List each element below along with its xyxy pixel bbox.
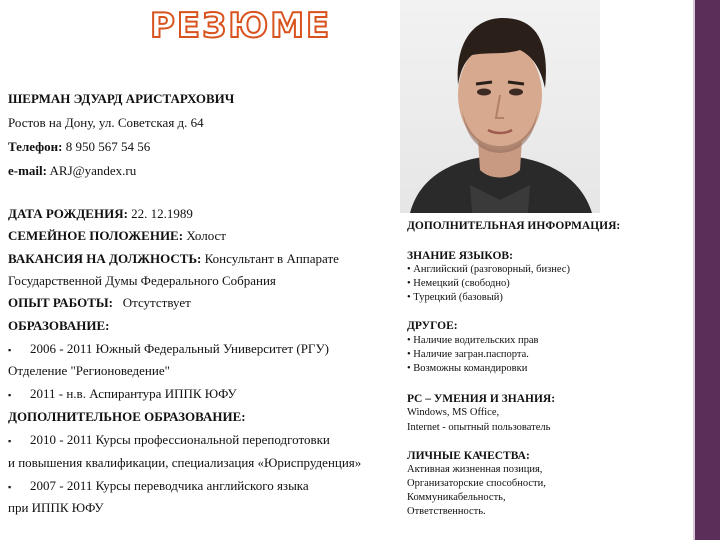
addl-education-item [8, 478, 309, 494]
addl-education-item-cont: и повышения квалификации, специализация «Юриспруденция» [8, 455, 362, 470]
personal-quality-item: Коммуникабельность, [407, 492, 506, 503]
education-item [8, 386, 237, 402]
language-item: • Турецкий (базовый) [407, 292, 503, 303]
pc-skill-item: Windows, MS Office, [407, 407, 500, 418]
vacancy-label: ВАКАНСИЯ НА ДОЛЖНОСТЬ: [8, 251, 202, 266]
portrait-photo [400, 0, 600, 213]
vacancy-row [8, 251, 339, 267]
education-item-cont: Отделение "Регионоведение" [8, 363, 170, 378]
marital-label: СЕМЕЙНОЕ ПОЛОЖЕНИЕ: [8, 228, 184, 243]
portrait-illustration [400, 0, 600, 213]
addl-info-heading: ДОПОЛНИТЕЛЬНАЯ ИНФОРМАЦИЯ: [407, 220, 621, 232]
language-item: • Немецкий (свободно) [407, 278, 510, 289]
birth-row [8, 206, 193, 222]
marital-value: Холост [186, 228, 226, 243]
other-item: • Наличие загран.паспорта. [407, 349, 529, 360]
language-item: • Английский (разговорный, бизнес) [407, 264, 570, 275]
pc-skill-item: Internet - опытный пользователь [407, 422, 551, 433]
personal-quality-item: Организаторские способности, [407, 478, 546, 489]
personal-quality-item: Активная жизненная позиция, [407, 464, 543, 475]
birth-label: ДАТА РОЖДЕНИЯ: [8, 206, 128, 221]
addl-education-item-text: 2007 - 2011 Курсы переводчика английского языка [30, 478, 309, 493]
phone-row [8, 139, 150, 155]
bullet-icon: ▪ [8, 390, 12, 400]
phone-label: Телефон: [8, 139, 63, 154]
page-title: РЕЗЮМЕ [150, 6, 332, 46]
addl-education-label: ДОПОЛНИТЕЛЬНОЕ ОБРАЗОВАНИЕ: [8, 409, 246, 424]
full-name: ШЕРМАН ЭДУАРД АРИСТАРХОВИЧ [8, 91, 235, 106]
vacancy-value: Консультант в Аппарате [204, 251, 339, 266]
addl-education-item-text: 2010 - 2011 Курсы профессиональной переподготовки [30, 432, 330, 447]
email-label: e-mail: [8, 163, 47, 178]
addl-education-item [8, 432, 330, 448]
education-item-text: 2011 - н.в. Аспирантура ИППК ЮФУ [30, 386, 237, 401]
experience-label: ОПЫТ РАБОТЫ: [8, 295, 113, 310]
personal-quality-item: Ответственность. [407, 506, 486, 517]
phone-value: 8 950 567 54 56 [65, 139, 151, 154]
education-label: ОБРАЗОВАНИЕ: [8, 318, 110, 333]
experience-row [8, 295, 191, 311]
bullet-icon: ▪ [8, 436, 12, 446]
birth-value: 22. 12.1989 [131, 206, 193, 221]
marital-row [8, 228, 226, 244]
decorative-sidebar [695, 0, 720, 540]
languages-heading: ЗНАНИЕ ЯЗЫКОВ: [407, 250, 513, 262]
email-value: ARJ@yandex.ru [49, 163, 137, 178]
bullet-icon: ▪ [8, 482, 12, 492]
pc-skills-heading: PC – УМЕНИЯ И ЗНАНИЯ: [407, 393, 556, 405]
education-item [8, 341, 329, 357]
other-heading: ДРУГОЕ: [407, 320, 458, 332]
education-item-text: 2006 - 2011 Южный Федеральный Университет (РГУ) [30, 341, 329, 356]
personal-qualities-heading: ЛИЧНЫЕ КАЧЕСТВА: [407, 450, 530, 462]
email-row [8, 163, 136, 179]
other-item: • Возможны командировки [407, 363, 528, 374]
address: Ростов на Дону, ул. Советская д. 64 [8, 115, 204, 130]
addl-education-item-cont: при ИППК ЮФУ [8, 500, 104, 515]
vacancy-value-cont: Государственной Думы Федерального Собрания [8, 273, 276, 288]
bullet-icon: ▪ [8, 345, 12, 355]
experience-value: Отсутствует [122, 295, 191, 310]
other-item: • Наличие водительских прав [407, 335, 539, 346]
